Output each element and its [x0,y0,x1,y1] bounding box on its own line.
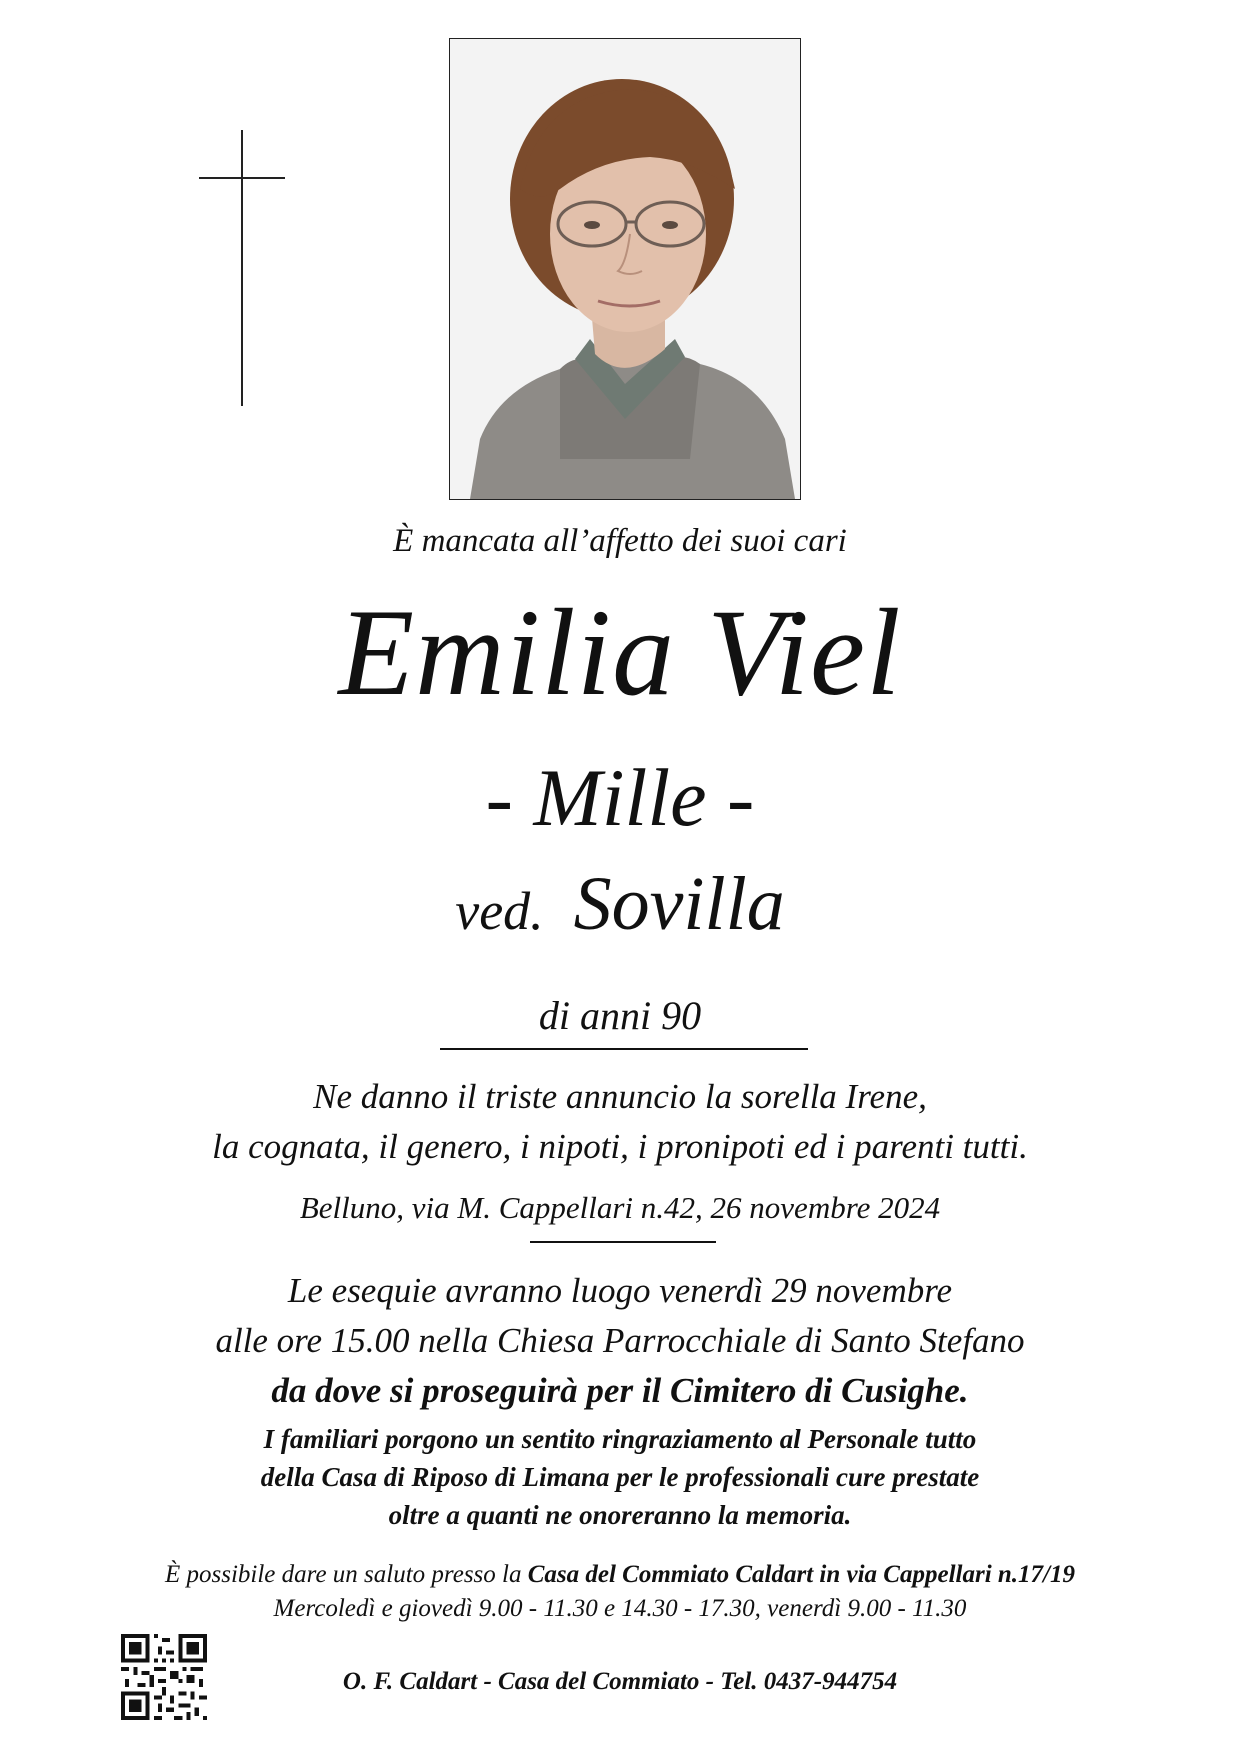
visit-line [0,1558,1240,1592]
portrait-illustration [450,39,800,499]
cross-horizontal-line [199,177,285,179]
intro-text: È mancata all’affetto dei suoi cari [393,523,847,559]
age-text: di anni 90 [538,993,702,1038]
thanks-line: oltre a quanti ne onoreranno la memoria. [388,1500,852,1530]
funeral-home-footer: O. F. Caldart - Casa del Commiato - Tel. 0437-944754 [342,1668,898,1695]
visit-hours: Mercoledì e giovedì 9.00 - 11.30 e 14.30 - 17.30, venerdì 9.00 - 11.30 [273,1595,967,1622]
announcement-line: Ne danno il triste annuncio la sorella Irene, [313,1077,927,1116]
visit-prefix: È possibile dare un saluto presso la [164,1561,528,1588]
cross-vertical-line [241,130,243,406]
widow-prefix: ved. [455,881,544,941]
announcement-line: la cognata, il genero, i nipoti, i pronipoti ed i parenti tutti. [212,1127,1028,1166]
divider-line [440,1048,808,1050]
deceased-nickname: - Mille - [485,752,755,843]
place-date: Belluno, via M. Cappellari n.42, 26 novembre 2024 [299,1190,941,1225]
thanks-text [0,1420,1240,1534]
deceased-name: Emilia Viel [338,584,902,721]
funeral-line: Le esequie avranno luogo venerdì 29 novembre [287,1271,953,1310]
widow-line [0,862,1240,946]
visit-info [0,1558,1240,1626]
thanks-line: della Casa di Riposo di Limana per le professionali cure prestate [260,1462,980,1492]
funeral-line-bold: da dove si proseguirà per il Cimitero di Cusighe. [271,1371,969,1410]
announcement-text [0,1072,1240,1172]
funeral-line: alle ore 15.00 nella Chiesa Parrocchiale di Santo Stefano [215,1321,1025,1360]
thanks-line: I familiari porgono un sentito ringraziamento al Personale tutto [263,1424,977,1454]
divider-line [530,1241,716,1243]
widow-surname: Sovilla [573,862,785,946]
portrait-photo [449,38,801,500]
visit-location: Casa del Commiato Caldart in via Cappellari n.17/19 [527,1561,1075,1588]
funeral-info [0,1266,1240,1416]
